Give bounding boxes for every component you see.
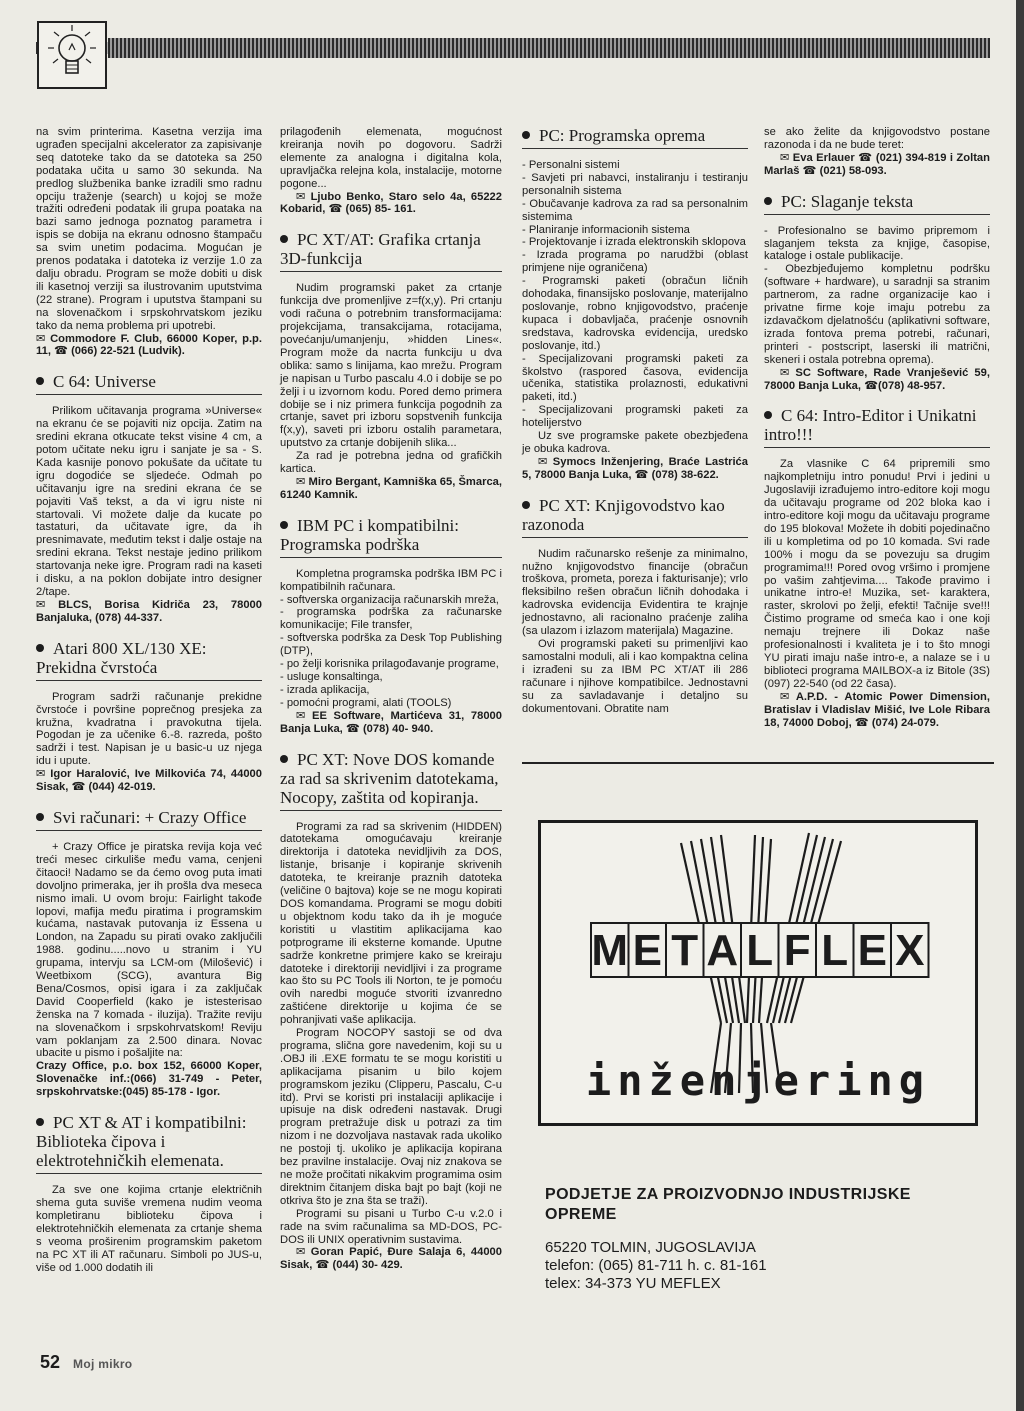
list-item: - usluge konsaltinga, <box>280 671 383 683</box>
list-item: - Personalni sistemi <box>522 159 620 171</box>
article-body: Prilikom učitavanja programa »Universe« na ekranu će se pojaviti niz opcija. Zatim na sredini ekrana otkucate tekst visine 4 cm, a potom učitate neku igru i sanjate je sa - S. Kada kasnije ponovo pokušate da učitate tu igru dogodiće se sljedeće. Odmah po učitavanju igre na sredini ekrana će se pojaviti Vaš tekst, a da vi igru niste ni startovali. Vi možete dalje da kucate po tastaturi, da učitavate igre, da ih presnimavate, međutim tekst i dalje ostaje na sredini ekrana. Tekst nestaje jedino prilikom startovanja neke igre. Program radi na kaseti i disku, a na poklon dobijate intro designer 2/tape. <box>36 405 262 598</box>
article-heading: PC XT & AT i kompatibilni: Biblioteka čipova i elektrotehničkih elemenata. <box>36 1113 262 1174</box>
list-item: - Specijalizovani programski paketi za školstvo (raspored časova, evidencija učenika, statistika prolaznosti, edukativni paketi, itd.) <box>522 352 748 404</box>
article-contact: ✉ Igor Haralović, Ive Milkovića 74, 44000 Sisak, ☎ (044) 42-019. <box>36 768 262 794</box>
article-crazy-office <box>36 808 262 1099</box>
article-heading: C 64: Intro-Editor i Unikatni intro!!! <box>764 406 990 448</box>
column-3 <box>522 126 748 729</box>
page-footer <box>40 1352 132 1373</box>
article-atari <box>36 639 262 794</box>
article-heading: Svi računari: + Crazy Office <box>36 808 262 831</box>
list-item: - Izrada programa po narudžbi (oblast primjene nije ograničena) <box>522 249 748 275</box>
article-contact: Crazy Office, p.o. box 152, 66000 Koper, Slovenačke inf.:(066) 31-749 - Peter, srpskohrvatske:(045) 85-178 - Igor. <box>36 1060 262 1099</box>
column-2 <box>280 126 502 1286</box>
logo-letter: E <box>857 926 887 975</box>
article-contact: ✉ Symocs Inženjering, Braće Lastrića 5, 78000 Banja Luka, ☎ (078) 38-622. <box>522 455 748 481</box>
article-contact: ✉ Eva Erlauer ☎ (021) 394-819 i Zoltan Marlaš ☎ (021) 58-093. <box>764 151 990 177</box>
list-item: - Specijalizovani programski paketi za hotelijerstvo <box>522 404 748 430</box>
list-item: - izrada aplikacija, <box>280 683 370 696</box>
logo-letter: L <box>746 926 774 975</box>
article-continuation-bookkeeping <box>764 126 990 178</box>
logo-letter: X <box>895 926 925 975</box>
column-4 <box>764 126 990 743</box>
list-item: - softverska podrška za Desk Top Publishing (DTP), <box>280 632 502 658</box>
article-body: + Crazy Office je piratska revija koja već treći mesec cirkuliše među vama, cenjeni čitaoci! Nadamo se da ćemo ovog puta imati dovoljno primeraka, jer ih prošla dva meseca nismo imali. U ovom broju: Fairlight takođe lopovi, mafija među piratima i programskim kućama, nastavak putovanja iz Essena u London, na Zapadu su pirati ovako zaključili 1988. godinu.....novo u stranim i YU grupama, intervju sa LCM-om (Milošević) i Weetbixom (SCG), avantura Big Bena/Cosmos, opisi igara i za zaključak David Cooperfield (kako je istesterisao ženska na 7 komada - iluzija). Tražite reviju na slovenačkom i srpskohrvatskom! Reviju vam poklanjam za 2.500 dinara. Novac ubacite u pismo i pošaljite na: <box>36 840 262 1060</box>
article-typesetting <box>764 192 990 393</box>
article-body: Za vlasnike C 64 pripremili smo najkompletniju intro ponudu! Prvi i jedini u Jugoslaviji izrađujemo intro-editore koji mogu da učitavaju programe od 202 bloka kao i intro-editore koji mogu da učitavaju programe do 195 blokova! Možete ih dobiti pojedinačno ili u kompletima od po 10 komada. Svi rade 100% i mogu da se povezuju sa drugim programima!!! Pored ovog vršimo i promjene po vašim zahtjevima.... Takođe pravimo i unikatne intro-e! Muzika, set- karaktera, raster, skrolovi po želji, efekti! Tačnije sve!!! Čistimo programe od smeća kao i one koji nemaju trejnere ili Dokaz naše profesionalnosti i kvaliteta je i to što mnogi YU pirati imaju naše intro-e, a nalaze se i u biblioteci programa MAILBOX-a iz Bitole (3S) (097) 22-540 (od 22 časa). <box>764 458 990 690</box>
list-item: - Planiranje informacionih sistema <box>522 223 690 236</box>
article-contact: ✉ Ljubo Benko, Staro selo 4a, 65222 Kobarid, ☎ (065) 85- 161. <box>280 190 502 216</box>
article-body: Program sadrži računanje prekidne čvrstoće i površine poprečnog presjeka za kružna, kvadratna i pravokutna tijela. Pogodan je za učenike 6.-8. razreda, pošto sadrži i test. Napisan je u basic-u uz njega idu i upute. <box>36 690 262 768</box>
article-contact: ✉ EE Software, Martićeva 31, 78000 Banja Luka, ☎ (078) 40- 940. <box>280 709 502 735</box>
article-body: Ovi programski paketi su primenljivi kao samostalni moduli, ali i kao kompaktna celina i izrađeni su za IBM PC XT/AT ili 286 računare i njihove kompatibilce. Jednostavni su za savladavanje i detaljno su dokumentovani. Obratite nam <box>522 638 748 715</box>
list-item: - Profesionalno se bavimo pripremom i slaganjem teksta za knjige, časopise, kataloge i ostale publikacije. <box>764 224 990 263</box>
logo-letter: M <box>591 926 629 975</box>
company-info <box>545 1185 965 1293</box>
article-heading: PC XT: Nove DOS komande za rad sa skrivenim datotekama, Nocopy, zaštita od kopiranja. <box>280 750 502 811</box>
article-contact: ✉ BLCS, Borisa Kidriča 23, 78000 Banjaluka, (078) 44-337. <box>36 598 262 624</box>
list-item: - softverska organizacija računarskih mreža, <box>280 593 499 606</box>
page-edge <box>1016 0 1024 1411</box>
article-body: Za sve one kojima crtanje električnih shema guta suviše vremena nudim veoma kompletiranu biblioteku čipova i elektrotehničkih elemenata za crtanje shema s veoma proširenim programskim paketom na PC XT ili AT računaru. Simboli po JUS-u, više od 1.000 dodatih ili <box>36 1184 262 1274</box>
bullet-icon <box>36 644 44 652</box>
list-item: - Obezbjeđujemo kompletnu podršku (software + hardware), u saradnji sa stranim partnerom, za radne organizacije kao i privatne firme koje imaju potrebu za izdavačkom djelatnošću (aplikativni software, izrada fontova prema potrebi, računari, printeri - postscript, laserski ili matrični, skeneri i ostala potrebna oprema). <box>764 263 990 366</box>
article-chip-library <box>36 1113 262 1274</box>
article-contact: ✉ Miro Bergant, Kamniška 65, Šmarca, 61240 Kamnik. <box>280 475 502 501</box>
bullet-icon <box>764 411 772 419</box>
company-address <box>545 1239 965 1293</box>
article-body: se ako želite da knjigovodstvo postane razonoda i da ne bude teret: <box>764 126 990 151</box>
logo-letter: L <box>821 926 849 975</box>
ad-tagline: inženjering <box>585 1056 931 1105</box>
address-line: 65220 TOLMIN, JUGOSLAVIJA <box>545 1239 756 1256</box>
list-item: - Programski paketi (obračun ličnih dohodaka, finansijsko poslovanje, materijalno poslovanje, robno knjigovodstvo, praćenje kupaca i dobavljača, praćenje osnovnih sredstava, kadrovska evidencija, uredsko poslovanje, itd.) <box>522 275 748 352</box>
article-3d-graphics <box>280 230 502 501</box>
article-dos-commands <box>280 750 502 1273</box>
article-heading: PC XT: Knjigovodstvo kao razonoda <box>522 496 748 538</box>
article-heading: PC: Slaganje teksta <box>764 192 990 215</box>
article-body: na svim printerima. Kasetna verzija ima ugrađen specijalni akcelerator za zapisivanje seq datoteke tako da se datoteka sa 250 podataka učita u samo 30 sekunda. Na predlog službenika banke izradili smo radnu opciju traženje (search) u kojoj se može tražiti određeni podatak ili grupa poataka na bazi samo jednoga poznatog parametra i ispis se dobija na ekranu odnosno štampaču sa svim unetim podacima. Mogućan je prenos podataka i datoteka iz verzije 1.0 za dalju obradu. Program se može dobiti u disk ili kasetnoj verziji sa ilustrovanim uputstvima (22 strane). Program i uputstva štampani su na slovenačkom i srpskohrvatskom jeziku tako da nema problema pri upotrebi. <box>36 126 262 332</box>
bullet-icon <box>280 755 288 763</box>
page-number: 52 <box>40 1352 61 1372</box>
magazine-name: Moj mikro <box>73 1357 133 1371</box>
column-1 <box>36 126 262 1288</box>
article-heading: C 64: Universe <box>36 372 262 395</box>
article-contact: ✉ Goran Papić, Đure Salaja 6, 44000 Sisak, ☎ (044) 30- 429. <box>280 1246 502 1272</box>
list-item: - po želji korisnika prilagođavanje programe, <box>280 658 499 671</box>
article-heading: IBM PC i kompatibilni: Programska podrška <box>280 516 502 558</box>
article-continuation-database <box>36 126 262 358</box>
article-body: Uz sve programske pakete obezbjeđena je obuka kadrova. <box>522 430 748 455</box>
metalflex-logo <box>541 823 975 1123</box>
bullet-icon <box>36 1118 44 1126</box>
logo-letter: F <box>783 926 811 975</box>
bullet-icon <box>36 813 44 821</box>
article-heading: PC XT/AT: Grafika crtanja 3D-funkcija <box>280 230 502 272</box>
article-body: Programi za rad sa skrivenim (HIDDEN) datotekama omogućavaju kreiranje direktorija i datoteka nevidljivih za DOS, listanje, brisanje i kopiranje skrivenih datoteka, te kreiranje praznih datoteka (veličine 0 bajtova) koje se ne mogu kopirati DOS komandama. Programi se mogu dobiti u objektnom kodu tako da ih je moguće koristiti u vlastitim aplikacijama kao potprograme ili eksterne komande. Uputne sadrže konkretne primjere kako se kreiraju datoteke i direktoriji nevidljivi i za programe kao što su PC Tools ili Norton, te je pomoću ovih naredbi moguće stvoriti izvanredno zaštićene direktorije u kojima će se pohranjivati vaše aplikacija. <box>280 820 502 1027</box>
phone-line: telefon: (065) 81-711 h. c. 81-161 <box>545 1257 767 1274</box>
bullet-icon <box>764 197 772 205</box>
article-ibm-support <box>280 516 502 736</box>
list-item: - Obučavanje kadrova za rad sa personalnim sistemima <box>522 197 748 223</box>
logo-letter: A <box>706 926 739 975</box>
list-item: - Projektovanje i izrada elektronskih sklopova <box>522 236 746 249</box>
article-body: Programi su pisani u Turbo C-u v.2.0 i rade na svim računalima sa MD-DOS, PC-DOS ili UNIX operativnim sustavima. <box>280 1207 502 1246</box>
service-list <box>764 225 990 367</box>
bullet-icon <box>280 521 288 529</box>
bullet-icon <box>280 235 288 243</box>
list-item: - pomoćni programi, alati (TOOLS) <box>280 696 452 709</box>
article-body: Program NOCOPY sastoji se od dva programa, slična gore navedenim, koji su u .OBJ ili .EXE formatu te se mogu koristiti u aplikacijama pisanim u bilo kojem programskom jeziku (Clipperu, Pascalu, C-u itd). Prvi se koristi pri instalaciji aplikacije i upisuje na disk određeni nastavak. Drugi program pretražuje disk u potrazi za tim nizom i ne dozvoljava nastavak rada ukoliko ne postoji tj. ukoliko je aplikacija kopirana bez pravilne instalacije. Ovaj niz znakova se ne može pročitati nikakvim programima osim direktnim čitanjem diska bajt po bajt (koji ne otkriva što je zna šta se traži). <box>280 1027 502 1207</box>
list-item: - programska podrška za računarske komunikacije; File transfer, <box>280 606 502 632</box>
bullet-icon <box>522 131 530 139</box>
article-continuation-chip-library <box>280 126 502 216</box>
service-list <box>522 159 748 430</box>
article-body: Za rad je potrebna jedna od grafičkih kartica. <box>280 450 502 476</box>
metalflex-advertisement <box>538 820 978 1126</box>
logo-letter: T <box>671 926 699 975</box>
section-divider <box>522 762 994 764</box>
article-body: Nudim programski paket za crtanje funkcija dve promenljive z=f(x,y). Pri crtanju vodi računa o potrebnim transformacijama: projekcijama, transakcijama, rotacijama, povećanju/umanjenju, »hidden Lines«. Program može da nacrta funkciju u dva oblika: samo s linijama, kao mrežu. Program je napisan u Turbo pascalu 4.0 i dobije se po želji i u izvornom kodu. Pored demo primera dobije se i niz primera funkcija pogodnih za crtanje, savet pri izboru sopstvenih funkcija f(x,y), saveti pri izboru ostalih parametara, uputstvo za crtanje dobijenih slika... <box>280 282 502 450</box>
article-heading: Atari 800 XL/130 XE: Prekidna čvrstoća <box>36 639 262 681</box>
article-heading: PC: Programska oprema <box>522 126 748 149</box>
lightbulb-icon <box>36 20 108 90</box>
article-contact: ✉ SC Software, Rade Vranješević 59, 78000 Banja Luka, ☎(078) 48-957. <box>764 366 990 392</box>
bullet-icon <box>522 501 530 509</box>
article-body: Nudim računarsko rešenje za minimalno, nužno knjigovodstvo financije (obračun troškova, prometa, poreza i fakturisanje); vrlo fleksibilno rešen obračun ličnih dohodaka i kadrovska evidencija Evidentira te krajnje jednostavno, ali racionalno praćenje zaliha (sa ulazom i izlazom materijala) Magazine. <box>522 547 748 638</box>
article-intro-editor <box>764 406 990 729</box>
article-body: prilagođenih elemenata, mogućnost kreiranja novih po dogovoru. Sadrži elemente za analogna i digitalna kola, upravljačka relejna kola, instalacije, motorne pogone... <box>280 126 502 190</box>
service-list <box>280 594 502 710</box>
logo-letter: E <box>632 926 662 975</box>
article-c64-universe <box>36 372 262 624</box>
article-software-services <box>522 126 748 482</box>
article-body: Kompletna programska podrška IBM PC i kompatibilnih računara. <box>280 567 502 593</box>
article-contact: ✉ A.P.D. - Atomic Power Dimension, Bratislav i Vladislav Mišić, Ive Lole Ribara 18, 74000 Doboj, ☎ (074) 24-079. <box>764 690 990 729</box>
list-item: - Savjeti pri nabavci, instaliranju i testiranju personalnih sistema <box>522 171 748 197</box>
company-name: PODJETJE ZA PROIZVODNJO INDUSTRIJSKE OPREME <box>545 1186 911 1223</box>
article-bookkeeping <box>522 496 748 716</box>
header-bar <box>108 38 990 58</box>
telex-line: telex: 34-373 YU MEFLEX <box>545 1275 721 1292</box>
article-contact: ✉ Commodore F. Club, 66000 Koper, p.p. 11, ☎ (066) 22-521 (Ludvik). <box>36 332 262 358</box>
bullet-icon <box>36 377 44 385</box>
